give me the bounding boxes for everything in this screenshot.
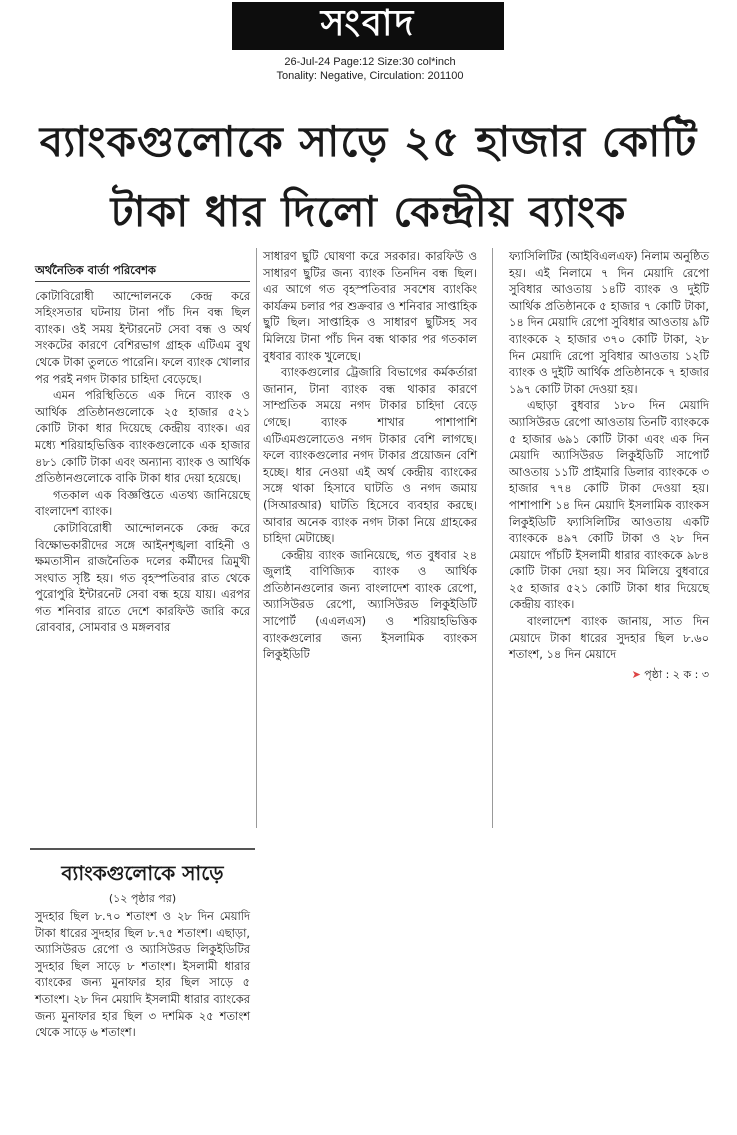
clipping-meta-tonality: Tonality: Negative, Circulation: 201100 <box>276 70 464 82</box>
paragraph: সাধারণ ছুটি ঘোষণা করে সরকার। কারফিউ ও সাধারণ ছুটির জন্য ব্যাংক তিনদিন বন্ধ ছিল। এর আগে গত বৃহস্পতিবার সবশেষ ব্যাংকিং কার্যক্রম চলার পর শুক্রবার ও শনিবার সাপ্তাহিক ছুটি ছিল। সাপ্তাহিক ও সাধারণ ছুটিসহ সব মিলিয়ে টানা পাঁচ দিন বন্ধ থাকার পর গতকাল বুধবার ব্যাংক খুলেছে। <box>263 249 477 363</box>
article-column-3 <box>509 248 709 683</box>
byline: অর্থনৈতিক বার্তা পরিবেশক <box>35 262 250 282</box>
paragraph: কেন্দ্রীয় ব্যাংক জানিয়েছে, গত বুধবার ২৪ জুলাই বাণিজ্যিক ব্যাংক ও আর্থিক প্রতিষ্ঠানগুলোর জন্য বাংলাদেশ ব্যাংক রেপো, অ্যাসিউরড রেপো, অ্যাসিউরড লিকুইডিটি সাপোর্ট (এএলএস) ও শরিয়াহভিত্তিক ব্যাংকগুলোর জন্য ইসলামিক ব্যাংকস লিকুইডিটি <box>263 547 477 662</box>
paragraph: এমন পরিস্থিতিতে এক দিনে ব্যাংক ও আর্থিক প্রতিষ্ঠানগুলোকে ২৫ হাজার ৫২১ কোটি টাকা ধার দিয়েছে কেন্দ্রীয় ব্যাংক। এর মধ্যে শরিয়াহভিত্তিক ব্যাংকগুলোকে এক হাজার ৪৮১ কোটি টাকা এবং অন্যান্য ব্যাংক ও আর্থিক প্রতিষ্ঠানগুলোকে বাকি টাকা ধার দেয়া হয়েছে। <box>35 388 250 486</box>
paragraph: ফ্যাসিলিটির (আইবিএলএফ) নিলাম অনুষ্ঠিত হয়। এই নিলামে ৭ দিন মেয়াদি রেপো সুবিধার আওতায় ১৪টি ব্যাংক ও দুইটি আর্থিক প্রতিষ্ঠানকে ৫ হাজার ৭ কোটি টাকা, ১৪ দিন মেয়াদি রেপো সুবিধার আওতায় ৯টি ব্যাংককে ২ হাজার ৩৭০ কোটি টাকা, ২৮ দিন মেয়াদি রেপো সুবিধার আওতায় ১২টি ব্যাংক ও দুইটি আর্থিক প্রতিষ্ঠানকে ৭ হাজার ১৯৭ কোটি টাকা দেওয়া হয়। <box>509 249 709 396</box>
jump-body <box>35 908 250 1041</box>
jump-subtitle: (১২ পৃষ্ঠার পর) <box>108 892 177 905</box>
headline-line-1: ব্যাংকগুলোকে সাড়ে ২৫ হাজার কোটি <box>39 117 698 166</box>
jump-title: ব্যাংকগুলোকে সাড়ে <box>61 861 224 885</box>
paragraph: কোটাবিরোধী আন্দোলনকে কেন্দ্র করে বিক্ষোভকারীদের সঙ্গে আইনশৃঙ্খলা বাহিনী ও ক্ষমতাসীন রাজনৈতিক দলের কর্মীদের ত্রিমুখী সংঘাত সৃষ্টি হয়। গত বৃহস্পতিবার রাত থেকে পুরোপুরি ইন্টারনেট সেবা বন্ধ হয়ে যায়। এরপর গত শনিবার রাতে দেশে কারফিউ জারি করে রোববার, সোমবার ও মঙ্গলবার <box>35 520 250 635</box>
clipping-meta-date-page: 26-Jul-24 Page:12 Size:30 col*inch <box>284 56 456 68</box>
continued-marker <box>509 667 709 684</box>
article-column-2 <box>263 248 477 663</box>
article-column-1 <box>35 262 250 636</box>
continued-text: পৃষ্ঠা : ২ ক : ৩ <box>644 667 709 681</box>
newspaper-masthead: সংবাদ <box>232 2 504 50</box>
arrow-right-icon: ➤ <box>631 667 641 681</box>
column-divider <box>492 248 493 828</box>
paragraph: কোটাবিরোধী আন্দোলনকে কেন্দ্র করে সহিংসতার ঘটনায় টানা পাঁচ দিন বন্ধ ছিল ব্যাংক। ওই সময় ইন্টারনেট সেবা বন্ধ ও অর্থ সংকটের কারণে বেশিরভাগ গ্রাহক এটিএম বুথ থেকে টাকা তুলতে পারেনি। ফলে ব্যাংক খোলার পর পরই নগদ টাকার চাহিদা বেড়েছে। <box>35 288 250 386</box>
paragraph: বাংলাদেশ ব্যাংক জানায়, সাত দিন মেয়াদে টাকা ধারের সুদহার ছিল ৮.৬০ শতাংশ, ১৪ দিন মেয়াদে <box>509 614 709 662</box>
paragraph: গতকাল এক বিজ্ঞপ্তিতে এতথ্য জানিয়েছে বাংলাদেশ ব্যাংক। <box>35 487 250 519</box>
headline-line-2: টাকা ধার দিলো কেন্দ্রীয় ব্যাংক <box>110 187 627 236</box>
paragraph: এছাড়া বুধবার ১৮০ দিন মেয়াদি অ্যাসিউরড রেপো আওতায় তিনটি ব্যাংককে ৫ হাজার ৬৯১ কোটি টাকা এবং এক দিন মেয়াদি অ্যাসিউরড লিকুইডিটি সাপোর্ট আওতায় ১১টি প্রাইমারি ডিলার ব্যাংককে ৩ হাজার ৭৭৪ কোটি টাকা দেওয়া হয়। পাশাপাশি ১৪ দিন মেয়াদি ইসলামিক ব্যাংকস লিকুইডিটি ফ্যাসিলিটির আওতায় একটি ব্যাংককে ৪৯৭ কোটি টাকা ও ২৮ দিন মেয়াদে পাঁচটি ইসলামী ধারার ব্যাংককে ৯৮৪ কোটি টাকা দেয়া হয়। সব মিলিয়ে বুধবারে ২৫ হাজার ৫২১ কোটি টাকা ধার দিয়েছে কেন্দ্রীয় ব্যাংক। <box>509 398 709 612</box>
paragraph: ব্যাংকগুলোর ট্রেজারি বিভাগের কর্মকর্তারা জানান, টানা ব্যাংক বন্ধ থাকার কারণে সাম্প্রতিক সময়ে নগদ টাকার চাহিদা বেড়ে গেছে। ব্যাংক শাখার পাশাপাশি এটিএমগুলোতেও নগদ টাকার বেশি লাগছে। ফলে ব্যাংকগুলোর নগদ টাকার প্রয়োজন বেশি হচ্ছে। ধার নেওয়া এই অর্থ কেন্দ্রীয় ব্যাংকের সঙ্গে থাকা হিসাবে ঘাটতি ও নগদ জমায় (সিআরআর) ঘাটতি হিসেবে ব্যবহার করছে। আবার অনেক ব্যাংক নগদ টাকা নিয়ে গ্রাহকের চাহিদা মেটাচ্ছে। <box>263 365 477 546</box>
column-divider <box>256 248 257 828</box>
paragraph: সুদহার ছিল ৮.৭০ শতাংশ ও ২৮ দিন মেয়াদি টাকা ধারের সুদহার ছিল ৮.৭৫ শতাংশ। এছাড়া, অ্যাসিউরড রেপো ও অ্যাসিউরড লিকুইডিটির সুদহার ছিল সাড়ে ৮ শতাংশ। ইসলামী ধারার ব্যাংকের জন্য মুনাফার হার ছিল সাড়ে ৫ শতাংশ। ২৮ দিন মেয়াদি ইসলামী ধারার ব্যাংকের জন্য মুনাফার হার ছিল ৩ দশমিক ২৫ শতাংশ থেকে সাড়ে ৬ শতাংশ। <box>35 909 250 1040</box>
